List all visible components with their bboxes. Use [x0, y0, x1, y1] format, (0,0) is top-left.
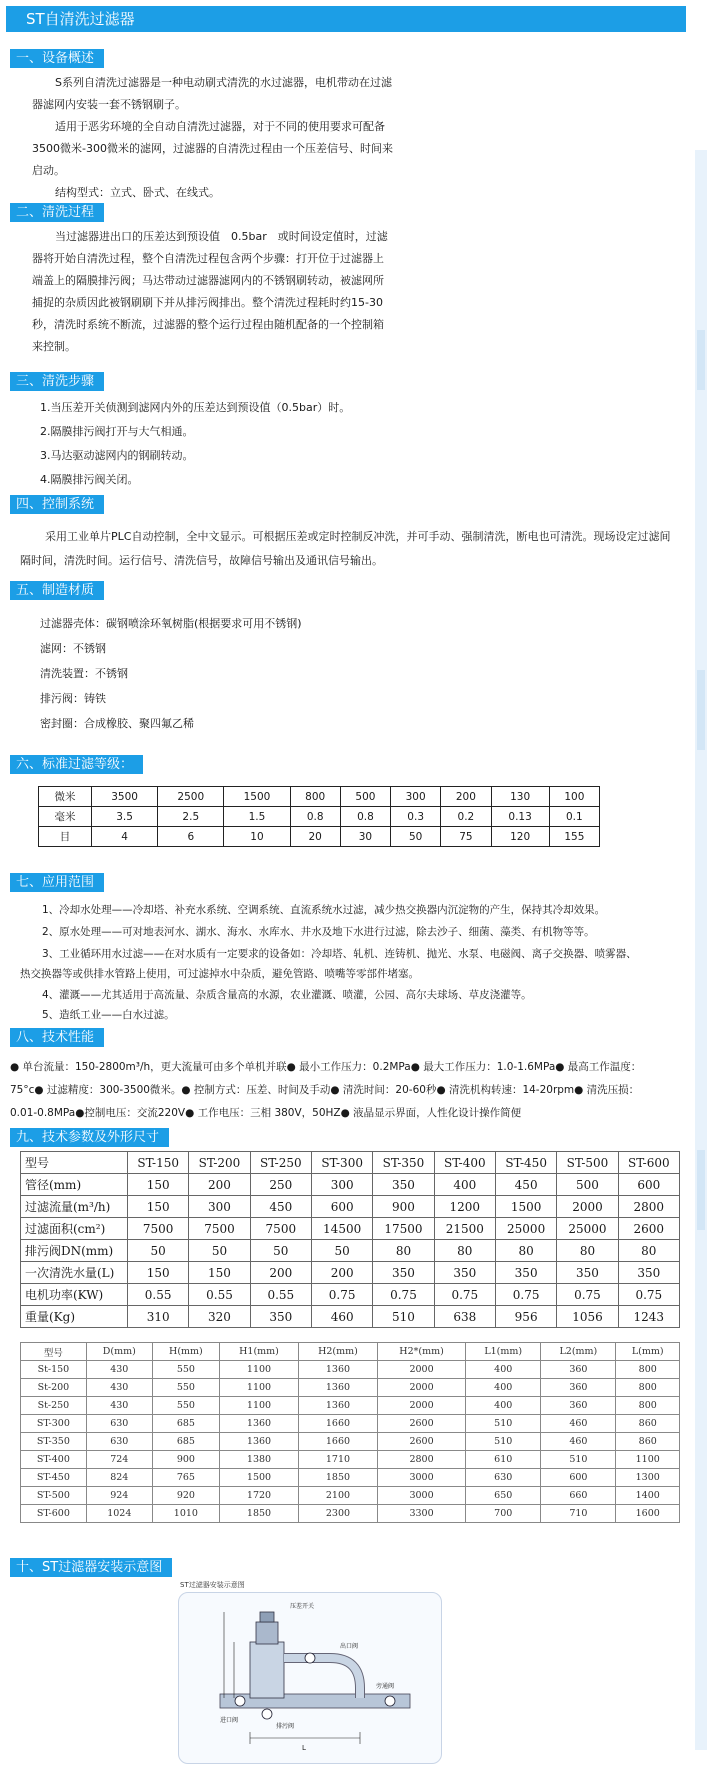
- table-cell: 1100: [220, 1379, 299, 1397]
- table-cell: 80: [373, 1240, 434, 1262]
- table-cell: 1243: [618, 1306, 679, 1328]
- table-cell: 430: [86, 1361, 152, 1379]
- table-cell: 100: [549, 787, 599, 807]
- table-cell: 80: [618, 1240, 679, 1262]
- row-label: ST-400: [21, 1451, 87, 1469]
- table-cell: ST-200: [189, 1152, 250, 1174]
- table-cell: 0.55: [250, 1284, 311, 1306]
- table-cell: 3000: [377, 1469, 465, 1487]
- table-cell: 0.3: [391, 807, 441, 827]
- table-row: [21, 1379, 680, 1397]
- table-cell: 824: [86, 1469, 152, 1487]
- table-cell: 350: [373, 1262, 434, 1284]
- table-cell: 1710: [299, 1451, 378, 1469]
- table-row: [21, 1343, 680, 1361]
- table-cell: L1(mm): [466, 1343, 541, 1361]
- table-cell: 460: [541, 1433, 616, 1451]
- row-label: 重量(Kg): [21, 1306, 128, 1328]
- parameter-table: [20, 1151, 680, 1328]
- table-cell: 155: [549, 827, 599, 847]
- table-cell: 360: [541, 1361, 616, 1379]
- table-cell: 130: [491, 787, 549, 807]
- table-cell: 610: [466, 1451, 541, 1469]
- row-label: 排污阀DN(mm): [21, 1240, 128, 1262]
- table-cell: ST-400: [434, 1152, 495, 1174]
- table-cell: 550: [152, 1397, 219, 1415]
- bypass-valve-icon: [385, 1696, 395, 1706]
- table-row: [21, 1469, 680, 1487]
- table-cell: 50: [250, 1240, 311, 1262]
- table-cell: 2800: [377, 1451, 465, 1469]
- table-cell: 1300: [616, 1469, 680, 1487]
- table-cell: 2800: [618, 1196, 679, 1218]
- table-cell: 350: [618, 1262, 679, 1284]
- table-row: [21, 1433, 680, 1451]
- table-cell: 3500: [92, 787, 158, 807]
- table-cell: 510: [466, 1433, 541, 1451]
- table-cell: 1100: [220, 1361, 299, 1379]
- table-cell: 1360: [299, 1397, 378, 1415]
- table-cell: 2000: [557, 1196, 618, 1218]
- table-cell: 800: [616, 1397, 680, 1415]
- row-label: 型号: [21, 1343, 87, 1361]
- table-cell: 550: [152, 1361, 219, 1379]
- table-cell: 500: [557, 1174, 618, 1196]
- table-cell: 400: [434, 1174, 495, 1196]
- drain-valve-icon: [262, 1709, 272, 1719]
- step-line: 2.隔膜排污阀打开与大气相通。: [40, 425, 194, 438]
- diagram-label: 旁通阀: [376, 1683, 395, 1690]
- overview-line: S系列自清洗过滤器是一种电动刷式清洗的水过滤器，电机带动在过滤: [55, 76, 392, 89]
- table-cell: 80: [495, 1240, 556, 1262]
- table-row: [21, 1174, 680, 1196]
- section-title-parameters: 九、技术参数及外形尺寸: [10, 1128, 169, 1147]
- table-cell: 0.8: [340, 807, 390, 827]
- table-cell: 600: [311, 1196, 372, 1218]
- table-cell: 2600: [618, 1218, 679, 1240]
- table-cell: 150: [128, 1262, 189, 1284]
- table-row: [21, 1196, 680, 1218]
- table-cell: 2600: [377, 1433, 465, 1451]
- table-cell: 150: [128, 1174, 189, 1196]
- table-cell: 685: [152, 1415, 219, 1433]
- table-cell: 75: [441, 827, 491, 847]
- section-title-control-system: 四、控制系统: [10, 495, 104, 514]
- table-cell: 710: [541, 1505, 616, 1523]
- inlet-valve-icon: [235, 1696, 245, 1706]
- table-row: [39, 807, 600, 827]
- table-cell: 450: [495, 1174, 556, 1196]
- table-cell: 430: [86, 1397, 152, 1415]
- table-cell: 7500: [250, 1218, 311, 1240]
- table-cell: 630: [86, 1415, 152, 1433]
- table-cell: 200: [441, 787, 491, 807]
- table-cell: 1360: [220, 1433, 299, 1451]
- table-cell: 360: [541, 1397, 616, 1415]
- table-cell: 460: [311, 1306, 372, 1328]
- table-cell: 1600: [616, 1505, 680, 1523]
- table-cell: 2000: [377, 1361, 465, 1379]
- motor: [256, 1622, 278, 1644]
- section-title-cleaning-steps: 三、清洗步骤: [10, 372, 104, 391]
- table-cell: 350: [250, 1306, 311, 1328]
- section-title-filter-grades: 六、标准过滤等级：: [10, 755, 143, 774]
- table-cell: 650: [466, 1487, 541, 1505]
- table-cell: 550: [152, 1379, 219, 1397]
- table-cell: 350: [495, 1262, 556, 1284]
- table-cell: 310: [128, 1306, 189, 1328]
- table-cell: 1850: [299, 1469, 378, 1487]
- table-cell: 10: [224, 827, 290, 847]
- table-cell: 1100: [616, 1451, 680, 1469]
- table-cell: 800: [616, 1361, 680, 1379]
- section-title-applications: 七、应用范围: [10, 873, 104, 892]
- table-cell: 800: [290, 787, 340, 807]
- table-cell: 300: [189, 1196, 250, 1218]
- table-cell: 0.75: [618, 1284, 679, 1306]
- table-cell: 924: [86, 1487, 152, 1505]
- table-cell: 2100: [299, 1487, 378, 1505]
- table-cell: 1360: [220, 1415, 299, 1433]
- side-decoration: [691, 150, 711, 1750]
- material-line: 密封圈：合成橡胶、聚四氟乙稀: [40, 717, 194, 730]
- table-cell: 900: [373, 1196, 434, 1218]
- table-row: [39, 787, 600, 807]
- table-cell: 1660: [299, 1415, 378, 1433]
- step-line: 1.当压差开关侦测到滤网内外的压差达到预设值（0.5bar）时。: [40, 401, 351, 414]
- table-cell: 0.75: [495, 1284, 556, 1306]
- table-row: [21, 1284, 680, 1306]
- table-cell: 638: [434, 1306, 495, 1328]
- table-row: [21, 1152, 680, 1174]
- outlet-valve-icon: [305, 1653, 315, 1663]
- table-cell: 0.55: [128, 1284, 189, 1306]
- table-cell: 685: [152, 1433, 219, 1451]
- table-cell: 430: [86, 1379, 152, 1397]
- table-cell: H1(mm): [220, 1343, 299, 1361]
- table-cell: 3.5: [92, 807, 158, 827]
- table-cell: 0.1: [549, 807, 599, 827]
- material-line: 清洗装置：不锈钢: [40, 667, 128, 680]
- process-line: 器将开始自清洗过程，整个自清洗过程包含两个步骤：打开位于过滤器上: [32, 252, 384, 265]
- performance-line: 75°c● 过滤精度：300-3500微米。● 控制方式：压差、时间及手动● 清洗时间：20-60秒● 清洗机构转速：14-20rpm● 清洗压损：: [10, 1084, 640, 1096]
- table-cell: 0.55: [189, 1284, 250, 1306]
- table-cell: 1024: [86, 1505, 152, 1523]
- table-cell: 目: [39, 827, 92, 847]
- installation-diagram: [190, 1598, 430, 1758]
- diagram-label: 排污阀: [276, 1723, 295, 1730]
- table-cell: 1850: [220, 1505, 299, 1523]
- table-cell: 4: [92, 827, 158, 847]
- table-row: [21, 1218, 680, 1240]
- table-cell: 2300: [299, 1505, 378, 1523]
- table-row: [21, 1397, 680, 1415]
- table-cell: 350: [557, 1262, 618, 1284]
- table-cell: 50: [311, 1240, 372, 1262]
- step-line: 3.马达驱动滤网内的钢刷转动。: [40, 449, 194, 462]
- table-cell: 1400: [616, 1487, 680, 1505]
- row-label: ST-450: [21, 1469, 87, 1487]
- table-cell: 360: [541, 1379, 616, 1397]
- table-row: [21, 1306, 680, 1328]
- table-row: [21, 1487, 680, 1505]
- table-cell: 1380: [220, 1451, 299, 1469]
- row-label: 管径(mm): [21, 1174, 128, 1196]
- table-cell: ST-450: [495, 1152, 556, 1174]
- row-label: St-200: [21, 1379, 87, 1397]
- process-line: 秒，清洗时系统不断流，过滤器的整个运行过程由随机配备的一个控制箱: [32, 318, 384, 331]
- table-cell: 800: [616, 1379, 680, 1397]
- material-line: 排污阀：铸铁: [40, 692, 106, 705]
- row-label: ST-600: [21, 1505, 87, 1523]
- overview-line: 结构型式：立式、卧式、在线式。: [55, 186, 220, 199]
- table-cell: 0.75: [557, 1284, 618, 1306]
- table-row: [21, 1262, 680, 1284]
- table-cell: 2.5: [158, 807, 224, 827]
- application-line: 2、原水处理——可对地表河水、湖水、海水、水库水、井水及地下水进行过滤，除去沙子、细菌、藻类、有机物等等。: [42, 926, 595, 938]
- table-cell: 400: [466, 1397, 541, 1415]
- table-cell: 1.5: [224, 807, 290, 827]
- table-cell: 0.75: [373, 1284, 434, 1306]
- table-cell: 460: [541, 1415, 616, 1433]
- motor-cap: [260, 1612, 274, 1622]
- table-cell: 微米: [39, 787, 92, 807]
- table-cell: 0.2: [441, 807, 491, 827]
- table-cell: 3300: [377, 1505, 465, 1523]
- table-cell: 250: [250, 1174, 311, 1196]
- application-line: 1、冷却水处理——冷却塔、补充水系统、空调系统、直流系统水过滤，减少热交换器内沉淀物的产生，保持其冷却效果。: [42, 904, 606, 916]
- table-cell: 17500: [373, 1218, 434, 1240]
- table-cell: 6: [158, 827, 224, 847]
- table-cell: 1200: [434, 1196, 495, 1218]
- table-cell: 510: [373, 1306, 434, 1328]
- table-cell: 2500: [158, 787, 224, 807]
- table-row: [21, 1451, 680, 1469]
- table-cell: 400: [466, 1379, 541, 1397]
- table-cell: 1500: [220, 1469, 299, 1487]
- process-line: 当过滤器进出口的压差达到预设值 0.5bar 或时间设定值时，过滤: [55, 230, 388, 243]
- table-cell: 80: [434, 1240, 495, 1262]
- row-label: 型号: [21, 1152, 128, 1174]
- overview-line: 器滤网内安装一套不锈钢刷子。: [32, 98, 186, 111]
- performance-line: 0.01-0.8MPa●控制电压：交流220V● 工作电压：三相 380V，50HZ● 液晶显示界面，人性化设计操作简便: [10, 1107, 522, 1119]
- table-cell: 1500: [495, 1196, 556, 1218]
- table-cell: 0.75: [434, 1284, 495, 1306]
- diagram-caption: ST过滤器安装示意图: [180, 1581, 245, 1589]
- table-cell: 630: [86, 1433, 152, 1451]
- row-label: 过滤流量(m³/h): [21, 1196, 128, 1218]
- filter-grade-table: [38, 786, 600, 847]
- performance-line: ● 单台流量：150-2800m³/h，更大流量可由多个单机并联● 最小工作压力：0.2MPa● 最大工作压力：1.0-1.6MPa● 最高工作温度：: [10, 1061, 642, 1073]
- main-pipe: [220, 1694, 410, 1708]
- table-cell: 1500: [224, 787, 290, 807]
- table-row: [39, 827, 600, 847]
- table-cell: 700: [466, 1505, 541, 1523]
- table-cell: H2*(mm): [377, 1343, 465, 1361]
- table-cell: 21500: [434, 1218, 495, 1240]
- table-cell: 7500: [128, 1218, 189, 1240]
- table-cell: 25000: [495, 1218, 556, 1240]
- table-cell: 3000: [377, 1487, 465, 1505]
- row-label: 过滤面积(cm²): [21, 1218, 128, 1240]
- table-cell: ST-350: [373, 1152, 434, 1174]
- table-cell: 200: [189, 1174, 250, 1196]
- table-cell: ST-150: [128, 1152, 189, 1174]
- table-cell: 1360: [299, 1361, 378, 1379]
- table-cell: H(mm): [152, 1343, 219, 1361]
- table-cell: 150: [128, 1196, 189, 1218]
- table-cell: 300: [311, 1174, 372, 1196]
- section-title-materials: 五、制造材质: [10, 581, 104, 600]
- application-line: 热交换器等或供排水管路上使用，可过滤掉水中杂质，避免管路、喷嘴等零部件堵塞。: [20, 968, 419, 980]
- table-cell: 1010: [152, 1505, 219, 1523]
- application-line: 5、造纸工业——白水过滤。: [42, 1009, 175, 1021]
- diagram-label: 进口阀: [220, 1717, 239, 1724]
- table-cell: 600: [618, 1174, 679, 1196]
- table-cell: 956: [495, 1306, 556, 1328]
- dimension-table: [20, 1342, 680, 1523]
- row-label: ST-350: [21, 1433, 87, 1451]
- overview-line: 3500微米-300微米的滤网，过滤器的自清洗过程由一个压差信号、时间来: [32, 142, 393, 155]
- table-cell: 450: [250, 1196, 311, 1218]
- table-cell: 120: [491, 827, 549, 847]
- table-cell: 0.75: [311, 1284, 372, 1306]
- application-line: 4、灌溉——尤其适用于高流量、杂质含量高的水源，农业灌溉、喷灌，公园、高尔夫球场、草皮浇灌等。: [42, 989, 532, 1001]
- table-cell: 2600: [377, 1415, 465, 1433]
- table-cell: 0.8: [290, 807, 340, 827]
- table-cell: ST-600: [618, 1152, 679, 1174]
- row-label: St-250: [21, 1397, 87, 1415]
- table-row: [21, 1240, 680, 1262]
- row-label: 一次清洗水量(L): [21, 1262, 128, 1284]
- table-cell: 510: [466, 1415, 541, 1433]
- table-cell: 2000: [377, 1379, 465, 1397]
- control-line: 隔时间，清洗时间。运行信号、清洗信号，故障信号输出及通讯信号输出。: [20, 554, 383, 567]
- table-cell: 765: [152, 1469, 219, 1487]
- table-cell: 50: [128, 1240, 189, 1262]
- page-banner: ST自清洗过滤器: [6, 6, 686, 32]
- control-line: 采用工业单片PLC自动控制，全中文显示。可根据压差或定时控制反冲洗，并可手动、强制清洗，断电也可清洗。现场设定过滤间: [45, 530, 671, 543]
- table-row: [21, 1361, 680, 1379]
- table-cell: 600: [541, 1469, 616, 1487]
- table-cell: 350: [373, 1174, 434, 1196]
- table-cell: 1720: [220, 1487, 299, 1505]
- overview-line: 适用于恶劣环境的全自动自清洗过滤器，对于不同的使用要求可配备: [55, 120, 385, 133]
- table-cell: 860: [616, 1433, 680, 1451]
- table-cell: 350: [434, 1262, 495, 1284]
- table-cell: 50: [391, 827, 441, 847]
- table-cell: 510: [541, 1451, 616, 1469]
- table-cell: H2(mm): [299, 1343, 378, 1361]
- table-cell: ST-300: [311, 1152, 372, 1174]
- table-cell: 80: [557, 1240, 618, 1262]
- table-cell: 7500: [189, 1218, 250, 1240]
- overview-line: 启动。: [32, 164, 65, 177]
- process-line: 来控制。: [32, 340, 76, 353]
- table-cell: 200: [311, 1262, 372, 1284]
- filter-body: [250, 1642, 284, 1698]
- row-label: St-150: [21, 1361, 87, 1379]
- table-cell: 860: [616, 1415, 680, 1433]
- row-label: 电机功率(KW): [21, 1284, 128, 1306]
- process-line: 捕捉的杂质因此被钢刷刷下并从排污阀排出。整个清洗过程耗时约15-30: [32, 296, 383, 309]
- table-cell: ST-500: [557, 1152, 618, 1174]
- diagram-label: L: [302, 1744, 306, 1752]
- table-row: [21, 1415, 680, 1433]
- table-cell: 毫米: [39, 807, 92, 827]
- material-line: 滤网：不锈钢: [40, 642, 106, 655]
- diagram-label: 压差开关: [290, 1603, 315, 1610]
- table-cell: 30: [340, 827, 390, 847]
- step-line: 4.隔膜排污阀关闭。: [40, 473, 139, 486]
- table-cell: 0.13: [491, 807, 549, 827]
- table-cell: ST-250: [250, 1152, 311, 1174]
- table-cell: 2000: [377, 1397, 465, 1415]
- table-cell: 200: [250, 1262, 311, 1284]
- section-title-cleaning-process: 二、清洗过程: [10, 203, 104, 222]
- material-line: 过滤器壳体：碳钢喷涂环氧树脂(根据要求可用不锈钢): [40, 617, 302, 630]
- table-cell: 630: [466, 1469, 541, 1487]
- table-cell: L2(mm): [541, 1343, 616, 1361]
- application-line: 3、工业循环用水过滤——在对水质有一定要求的设备如：冷却塔、轧机、连铸机、抛光、水泵、电磁阀、离子交换器、喷雾器、: [42, 948, 637, 960]
- table-cell: 150: [189, 1262, 250, 1284]
- section-title-technical-performance: 八、技术性能: [10, 1028, 104, 1047]
- table-cell: 50: [189, 1240, 250, 1262]
- table-cell: 920: [152, 1487, 219, 1505]
- table-cell: 660: [541, 1487, 616, 1505]
- table-cell: 900: [152, 1451, 219, 1469]
- table-cell: 25000: [557, 1218, 618, 1240]
- table-cell: 1056: [557, 1306, 618, 1328]
- table-cell: 1360: [299, 1379, 378, 1397]
- row-label: ST-300: [21, 1415, 87, 1433]
- process-line: 端盖上的隔膜排污阀；马达带动过滤器滤网内的不锈钢刷转动，被滤网所: [32, 274, 384, 287]
- table-cell: L(mm): [616, 1343, 680, 1361]
- table-cell: D(mm): [86, 1343, 152, 1361]
- diagram-label: 出口阀: [340, 1643, 359, 1650]
- table-cell: 320: [189, 1306, 250, 1328]
- table-cell: 1100: [220, 1397, 299, 1415]
- table-cell: 724: [86, 1451, 152, 1469]
- section-title-overview: 一、设备概述: [10, 49, 104, 68]
- table-cell: 14500: [311, 1218, 372, 1240]
- table-cell: 20: [290, 827, 340, 847]
- table-cell: 400: [466, 1361, 541, 1379]
- section-title-installation: 十、ST过滤器安装示意图: [10, 1558, 172, 1577]
- row-label: ST-500: [21, 1487, 87, 1505]
- table-cell: 500: [340, 787, 390, 807]
- table-cell: 1660: [299, 1433, 378, 1451]
- table-cell: 300: [391, 787, 441, 807]
- table-row: [21, 1505, 680, 1523]
